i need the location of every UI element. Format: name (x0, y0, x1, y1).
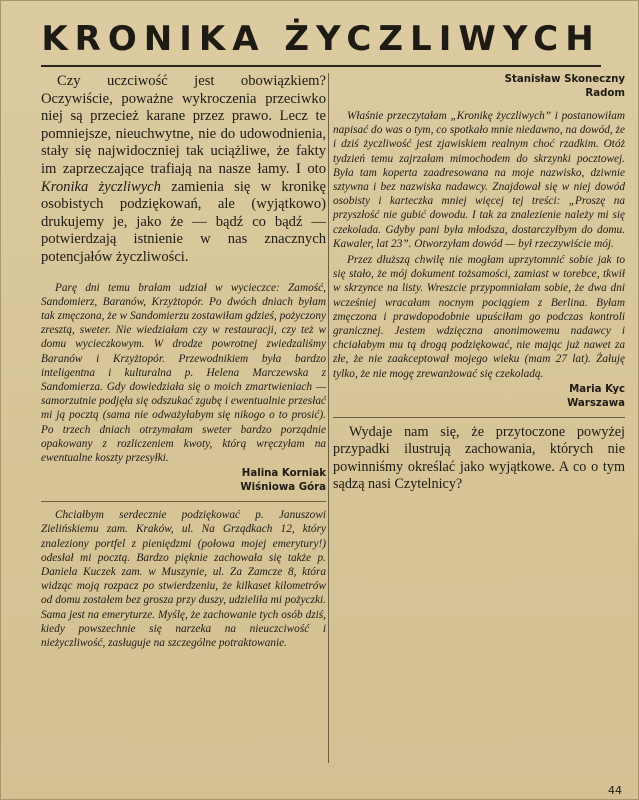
letter-1-place: Wiśniowa Góra (240, 482, 326, 494)
letter-2-place: Radom (585, 88, 625, 99)
column-separator (41, 501, 326, 502)
intro-text-after: zamienia się w kronikę osobistych podziękowań, ale (wyjątkowo) drukujemy je, jako że — bądź co bądź — potwierdzają istnienie w nas znacznych potencjałów życzliwości. (41, 178, 326, 265)
intro-title-italic: Kronika życzliwych (41, 178, 161, 195)
outro-paragraph: Wydaje nam się, że przytoczone powyżej przypadki ilustrują zachowania, których nie powinniśmy określać jako wyjątkowe. A co o tym sądzą nasi Czytelnicy? (333, 423, 625, 493)
intro-paragraph (41, 73, 326, 267)
letter-2-text: Chciałbym serdecznie podziękować p. Januszowi Zielińskiemu zam. Kraków, ul. Na Grządkach 12, który znaleziony portfel z pieniędzmi (połowa mojej emerytury!) odesłał mi pocztą. Bardzo pięknie zachowała się także p. Daniela Kuczek zam. w Muszynie, ul. Za Zamcze 8, która widząc moją rozpacz po stwierdzeniu, że kilkaset kilometrów od domu zostałem bez grosza przy duszy, udzieliła mi pożyczki. Sama jest na emeryturze. Myślę, że zachowanie tych osób dziś, kiedy powszechnie się narzeka na nieuczciwość i nieżyczliwość, zasługuje na szczególne potraktowanie. (41, 509, 326, 649)
page-number: 44 (608, 784, 622, 797)
letter-1-text: Parę dni temu brałam udział w wycieczce: Zamość, Sandomierz, Baranów, Krzyżtopór. Po dwóch dniach byłam tak zmęczona, że w Sandomierzu zostawiłam gdzieś, pożyczony zresztą, sweter. Nie wiedziałam czy w restauracji, czy też w domu wycieczkowym. W drodze powrotnej zwiedzaliśmy Baranów i Krzyżtopór. Przewodnikiem była bardzo inteligentna i kulturalna p. Helena Marczewska z Sandomierza. Gdy dowiedziała się o moich zmartwieniach — samorzutnie podjęła się odszukać zgubę i ewentualnie przesłać mi ją pocztą (sama nie odważyłabym się nikogo o to prosić). Po trzech dniach otrzymałam sweter bardzo porządnie opakowany z rozliczeniem kwoty, którą wręczyłam na ewentualne koszty przesyłki. (41, 281, 326, 464)
letter-3-place: Warszawa (567, 397, 625, 409)
intro-text-before: Czy uczciwość jest obowiązkiem? Oczywiście, poważne wykroczenia przeciwko niej są przecież karane przez prawo. Lecz te pomniejsze, nieuchwytne, nie do udowodnienia, stały się najwidoczniej tak uciążliwe, że fakty im zaprzeczające trafiają na nasze łamy. I oto (41, 73, 326, 177)
page-title: KRONIKA ŻYCZLIWYCH (41, 13, 601, 67)
left-column (41, 73, 326, 652)
letter-2-author: Stanisław Skoneczny (504, 74, 625, 85)
letter-3-author: Maria Kyc (569, 383, 625, 395)
right-column (333, 73, 625, 493)
letter-3-text-1: Właśnie przeczytałam „Kronikę życzliwych” i postanowiłam napisać do was o tym, co spotkało mnie niedawno, na dowód, że i dziś życzliwość jest zjawiskiem realnym choć rzadkim. Otóż tydzień temu zajrzałam mimochodem do skrzynki pocztowej. Była tam koperta zaadresowana na moje nazwisko, dziwnie sztywna i bez nazwiska nadawcy. Znajdował się w niej dowód osobisty i karteczka mniej więcej tej treści: „Proszę na przyszłość nie gubić dowodu. I tak za znalezienie należy mi się czekolada. Gdyby pani była młodsza, dostarczyłbym do domu. Kawaler, lat 23”. Otworzyłam dowód — był rzeczywiście mój. (333, 110, 625, 250)
letter-1-author: Halina Korniak (241, 468, 326, 480)
column-separator (333, 417, 625, 418)
column-divider (328, 73, 329, 763)
letter-3-text-2: Przez dłuższą chwilę nie mogłam uprzytomnić sobie jak to się stało, że mój dokument tożsamości, zamiast w torebce, tkwił w skrzynce na listy. Wreszcie przypomniałam sobie, że dwa dni wcześniej wracałam nocnym pociągiem z Berlina. Byłam zmęczona i prawdopodobnie upuściłam go podczas kontroli granicznej. Jestem wdzięczna anonimowemu nadawcy i chciałabym mu tą drogą podziękować, nie mając już nawet za złe, że nie zaakceptował mojego wieku (mam 27 lat). Żałuję tylko, że nie mogę zrewanżować się czekoladą. (333, 254, 625, 380)
